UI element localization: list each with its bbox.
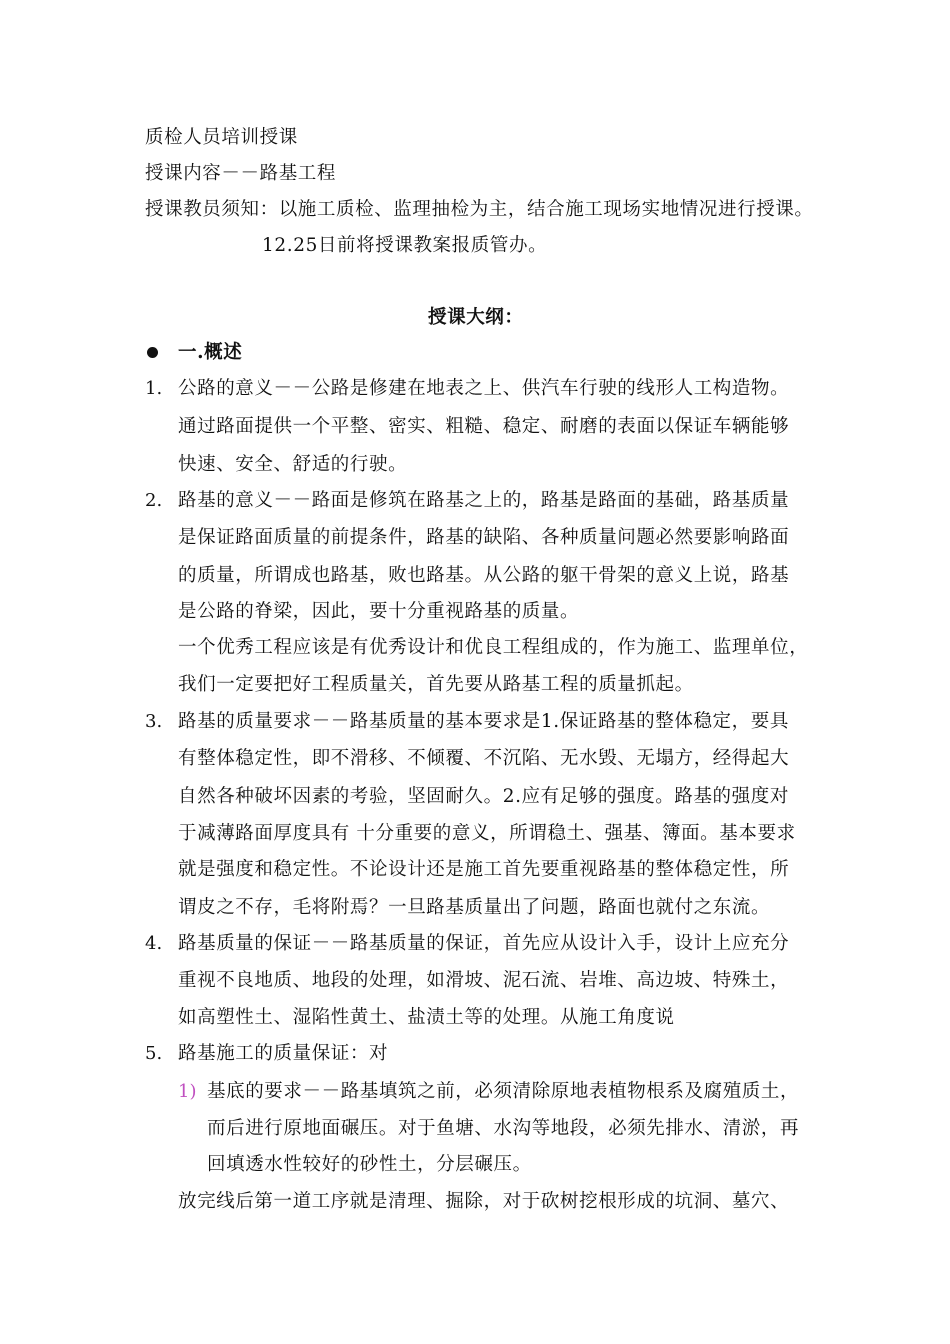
item-text-line: 于减薄路面厚度具有 十分重要的意义，所谓稳土、强基、簿面。基本要求	[178, 823, 796, 844]
item-text-line: 的质量，所谓成也路基，败也路基。从公路的躯干骨架的意义上说，路基	[178, 565, 790, 586]
item-text-line: 就是强度和稳定性。不论设计还是施工首先要重视路基的整体稳定性，所	[178, 859, 790, 880]
section-overview-title: 一.概述	[178, 342, 243, 363]
item-text-line: 我们一定要把好工程质量关，首先要从路基工程的质量抓起。	[178, 674, 694, 695]
paragraph-line: 放完线后第一道工序就是清理、掘除，对于砍树挖根形成的坑洞、墓穴、	[178, 1191, 790, 1212]
item-text-line: 路基质量的保证－－路基质量的保证，首先应从设计入手，设计上应充分	[178, 933, 790, 954]
item-text-line: 有整体稳定性，即不滑移、不倾覆、不沉陷、无水毁、无塌方，经得起大	[178, 748, 790, 769]
header-course-content: 授课内容－－路基工程	[145, 163, 337, 184]
item-text-line: 公路的意义－－公路是修建在地表之上、供汽车行驶的线形人工构造物。	[178, 378, 790, 399]
item-text-line: 路基的质量要求－－路基质量的基本要求是1.保证路基的整体稳定，要具	[178, 711, 789, 732]
item-text-line: 一个优秀工程应该是有优秀设计和优良工程组成的，作为施工、监理单位，	[178, 637, 809, 658]
item-text-line: 重视不良地质、地段的处理，如滑坡、泥石流、岩堆、高边坡、特殊土，	[178, 970, 790, 991]
header-title: 质检人员培训授课	[145, 127, 298, 148]
sub-item-number: 1)	[178, 1081, 197, 1102]
item-number: 4.	[145, 933, 163, 954]
item-text-line: 谓皮之不存，毛将附焉？一旦路基质量出了问题，路面也就付之东流。	[178, 897, 771, 918]
item-number: 1.	[145, 378, 163, 399]
item-text-line: 快速、安全、舒适的行驶。	[178, 454, 408, 475]
item-text-line: 路基施工的质量保证：对	[178, 1043, 389, 1064]
item-number: 3.	[145, 711, 163, 732]
item-text-line: 通过路面提供一个平整、密实、粗糙、稳定、耐磨的表面以保证车辆能够	[178, 416, 790, 437]
item-number: 5.	[145, 1043, 163, 1064]
sub-item-text-line: 回填透水性较好的砂性土，分层碾压。	[207, 1154, 532, 1175]
sub-item-text-line: 基底的要求－－路基填筑之前，必须清除原地表植物根系及腐殖质土，	[207, 1081, 800, 1102]
outline-title: 授课大纲：	[428, 307, 524, 328]
item-text-line: 是保证路面质量的前提条件，路基的缺陷、各种质量问题必然要影响路面	[178, 527, 790, 548]
item-text-line: 自然各种破坏因素的考验，坚固耐久。2.应有足够的强度。路基的强度对	[178, 786, 789, 807]
header-instructor-notice: 授课教员须知：以施工质检、监理抽检为主，结合施工现场实地情况进行授课。	[145, 199, 814, 220]
header-deadline: 12.25日前将授课教案报质管办。	[262, 235, 548, 256]
bullet-dot-icon	[147, 347, 158, 358]
item-text-line: 路基的意义－－路面是修筑在路基之上的，路基是路面的基础，路基质量	[178, 490, 790, 511]
item-number: 2.	[145, 490, 163, 511]
item-text-line: 如高塑性土、湿陷性黄土、盐渍土等的处理。从施工角度说	[178, 1007, 675, 1028]
sub-item-text-line: 而后进行原地面碾压。对于鱼塘、水沟等地段，必须先排水、清淤，再	[207, 1118, 800, 1139]
item-text-line: 是公路的脊梁，因此，要十分重视路基的质量。	[178, 601, 580, 622]
